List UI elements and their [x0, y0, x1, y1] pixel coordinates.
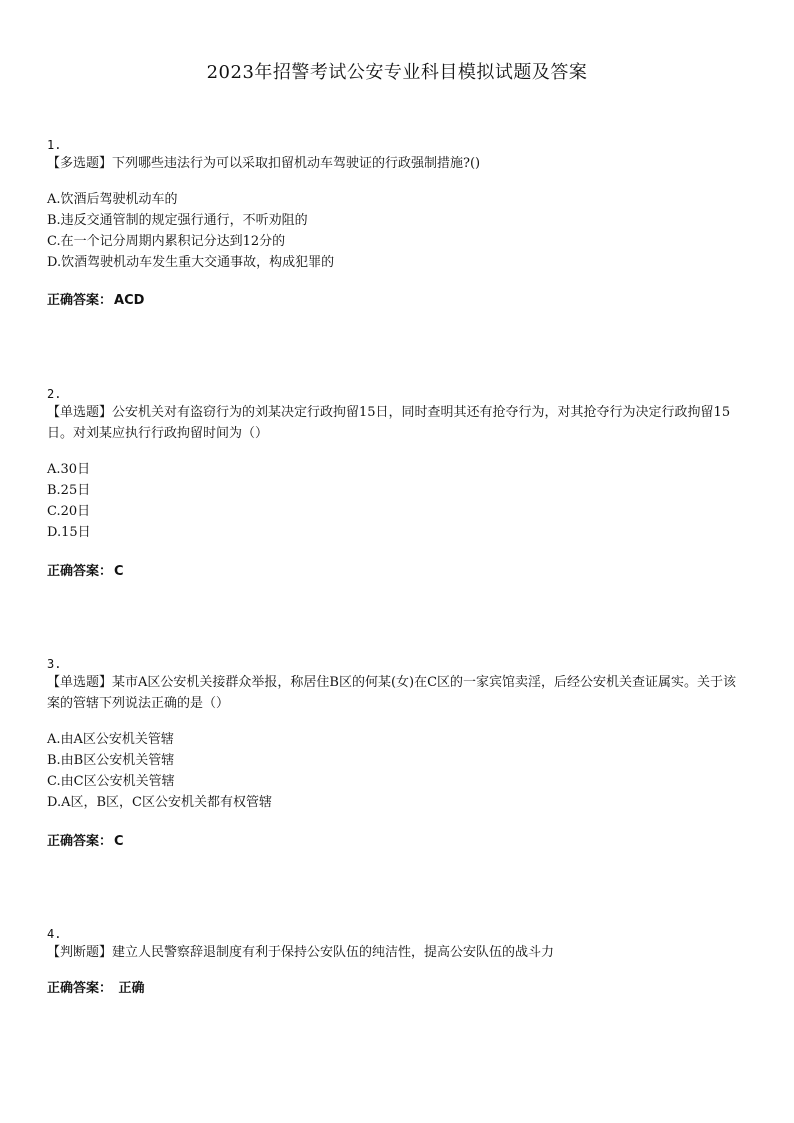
option-d: D.A区，B区，C区公安机关都有权管辖	[47, 795, 272, 810]
question-4	[47, 926, 747, 998]
option-b: B.违反交通管制的规定强行通行，不听劝阻的	[47, 213, 308, 228]
option-b: B.25日	[47, 483, 91, 498]
answer-value: C	[114, 564, 124, 579]
option-a: A.30日	[47, 462, 91, 477]
question-number: 3.	[47, 657, 62, 671]
answer-line	[47, 292, 747, 310]
option-list	[47, 189, 747, 273]
answer-label: 正确答案：	[47, 834, 113, 849]
answer-line	[47, 563, 747, 581]
answer-line	[47, 833, 747, 851]
answer-line	[47, 980, 747, 998]
option-b: B.由B区公安机关管辖	[47, 753, 175, 768]
question-3	[47, 656, 747, 851]
option-a: A.饮酒后驾驶机动车的	[47, 192, 178, 207]
question-stem: 【单选题】公安机关对有盗窃行为的刘某决定行政拘留15日，同时查明其还有抢夺行为，对其抢夺行为决定行政拘留15日。对刘某应执行行政拘留时间为（）	[47, 405, 731, 441]
question-number: 1.	[47, 138, 62, 152]
option-list	[47, 729, 747, 813]
question-stem: 【单选题】某市A区公安机关接群众举报，称居住B区的何某(女)在C区的一家宾馆卖淫，后经公安机关查证属实。关于该案的管辖下列说法正确的是（）	[47, 675, 737, 711]
option-d: D.15日	[47, 525, 91, 540]
question-1	[47, 137, 747, 310]
option-c: C.20日	[47, 504, 91, 519]
question-stem: 【判断题】建立人民警察辞退制度有利于保持公安队伍的纯洁性，提高公安队伍的战斗力	[47, 945, 555, 960]
answer-value: C	[114, 834, 124, 849]
question-number: 2.	[47, 387, 62, 401]
option-a: A.由A区公安机关管辖	[47, 732, 174, 747]
question-number: 4.	[47, 927, 62, 941]
option-c: C.由C区公安机关管辖	[47, 774, 175, 789]
question-stem: 【多选题】下列哪些违法行为可以采取扣留机动车驾驶证的行政强制措施?()	[47, 156, 481, 171]
answer-value: ACD	[114, 293, 145, 308]
question-2	[47, 386, 747, 581]
answer-label: 正确答案：	[47, 293, 113, 308]
answer-label: 正确答案：	[47, 564, 113, 579]
page-title: 2023年招警考试公安专业科目模拟试题及答案	[206, 62, 588, 83]
answer-label: 正确答案：	[47, 981, 113, 996]
option-c: C.在一个记分周期内累积记分达到12分的	[47, 234, 286, 249]
option-list	[47, 459, 747, 543]
option-d: D.饮酒驾驶机动车发生重大交通事故，构成犯罪的	[47, 255, 335, 270]
answer-value: 正确	[114, 981, 145, 996]
